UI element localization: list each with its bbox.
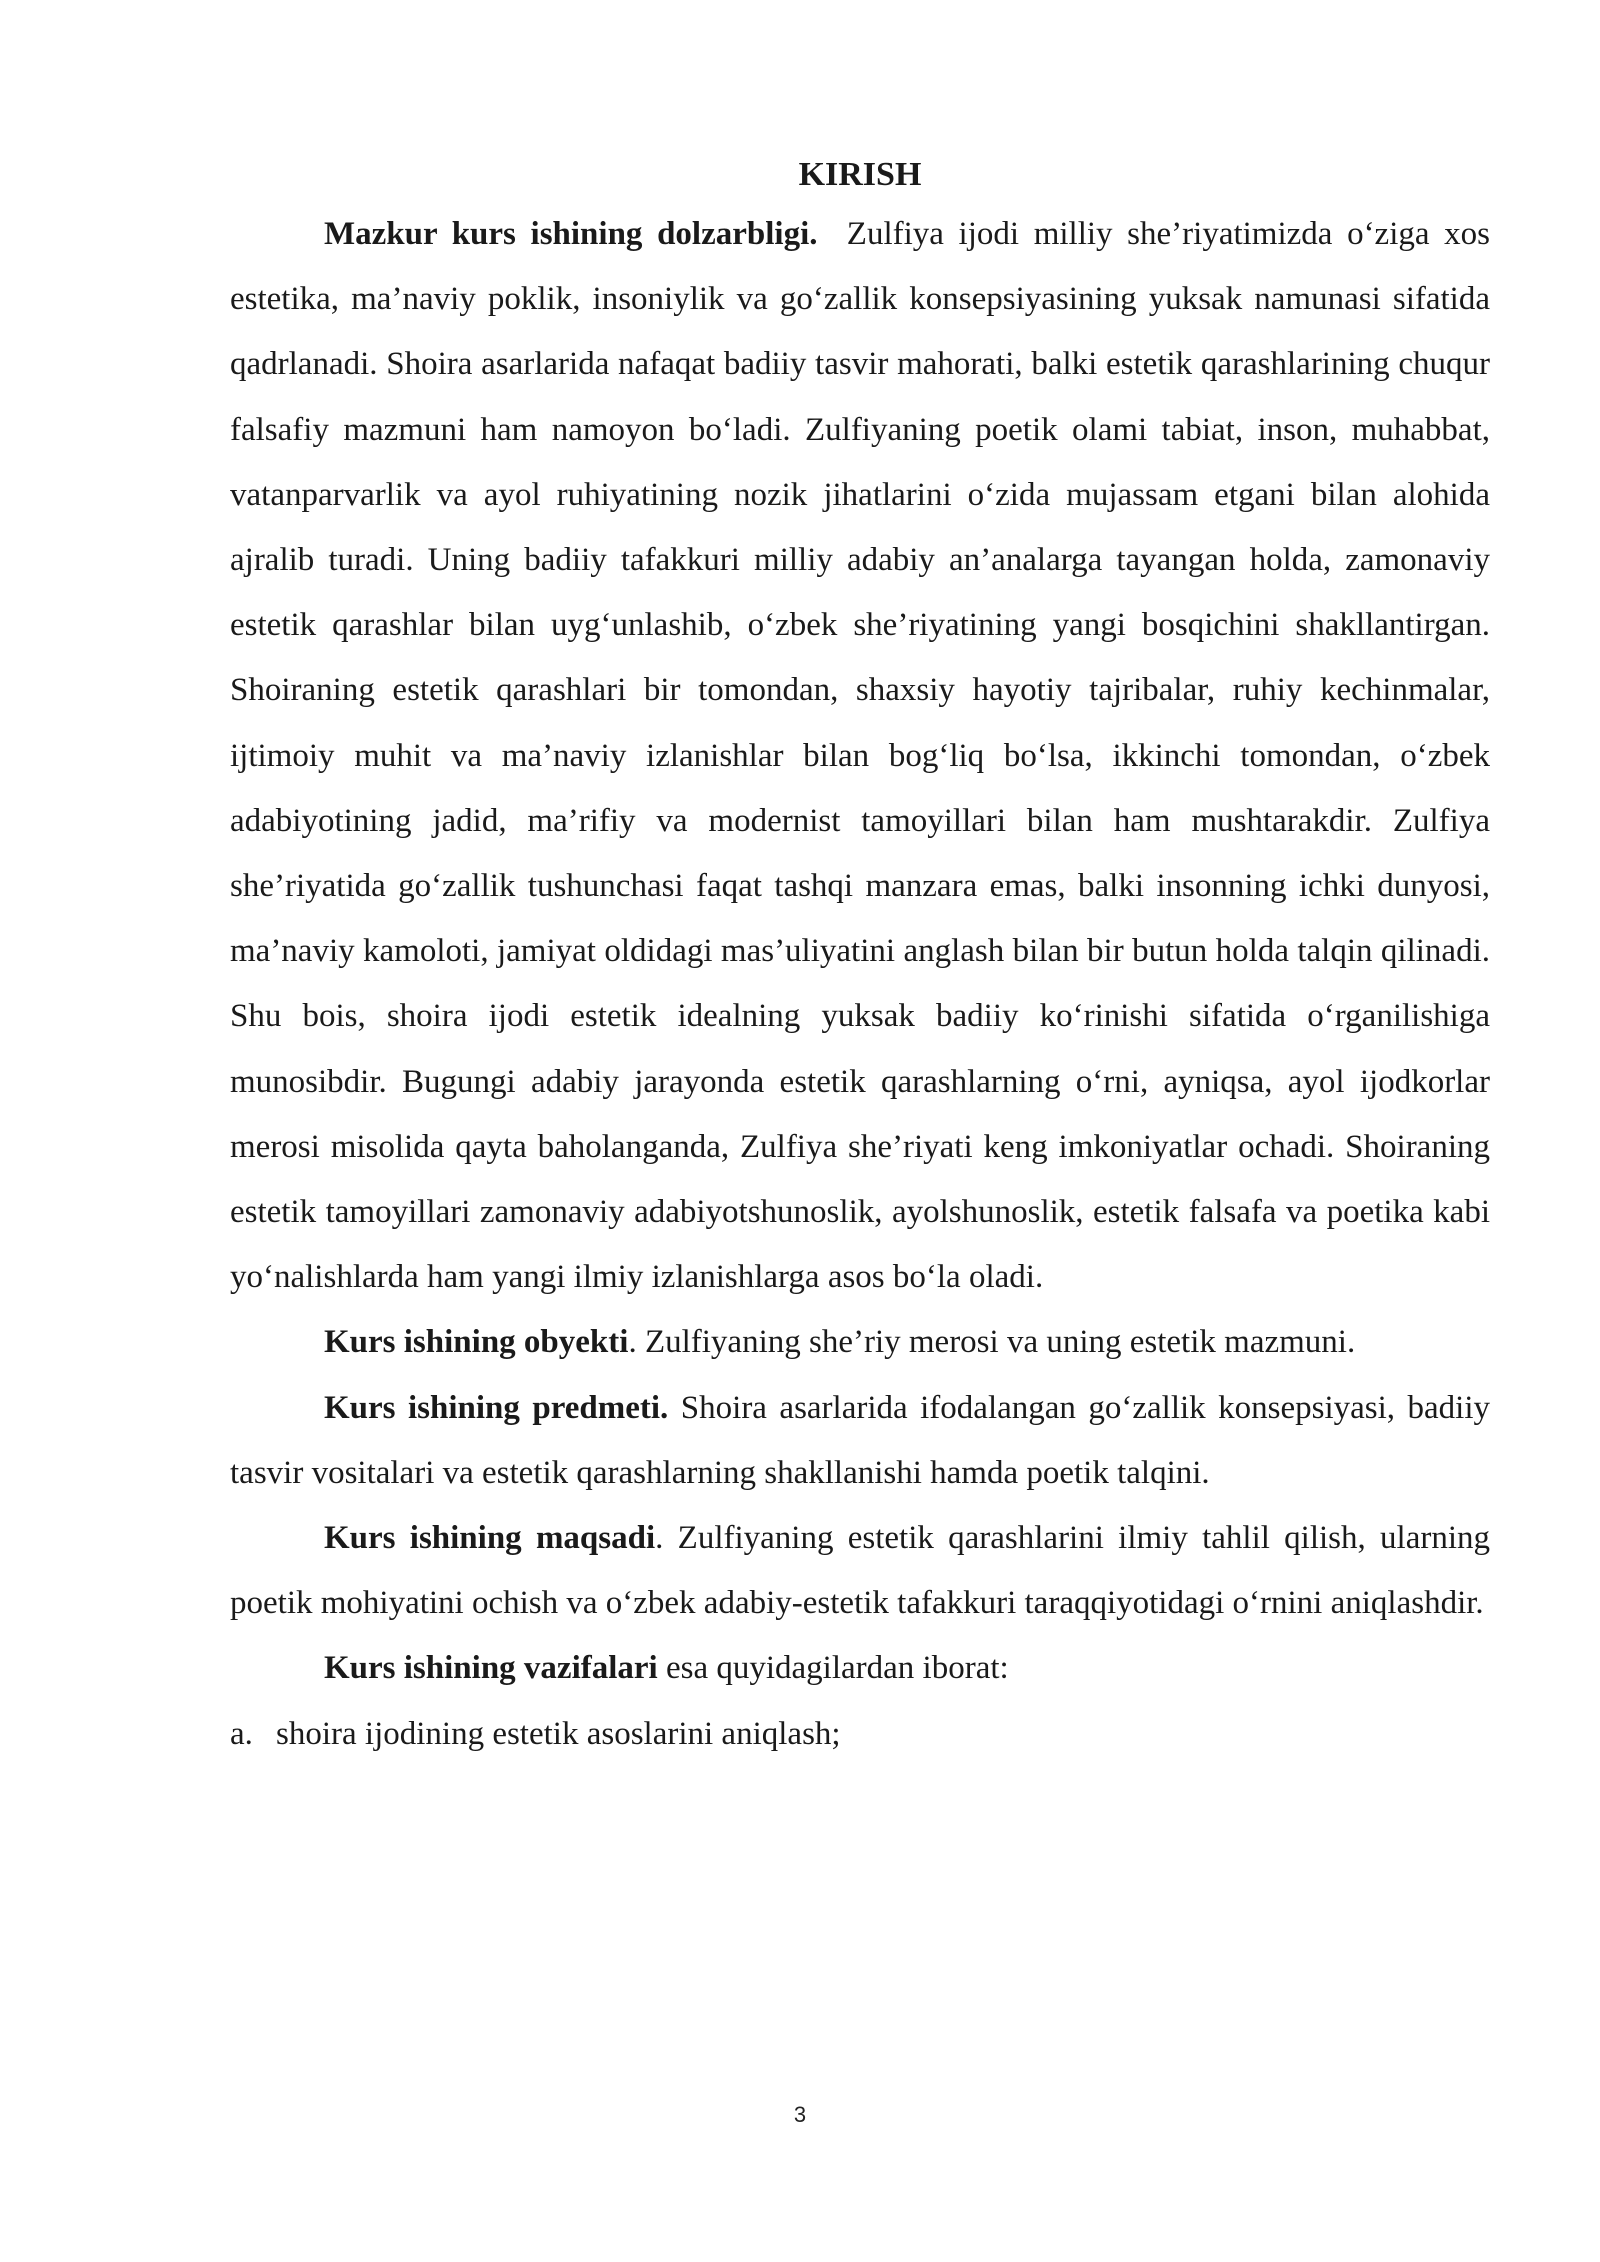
goal-text: . Zulfiyaning estetik qarashlarini ilmiy tahlil qilish, ularning poetik mohiyatini ochish va o‘zbek adabiy-estetik tafakkuri taraqqiyotidagi o‘rnini aniqlashdir. [230, 1520, 1491, 1622]
tasks-paragraph [230, 1636, 1490, 1701]
goal-paragraph [230, 1506, 1490, 1636]
object-paragraph [230, 1310, 1490, 1375]
object-text: . Zulfiyaning she’riy merosi va uning estetik mazmuni. [628, 1324, 1356, 1361]
list-item [230, 1702, 1490, 1767]
subject-label: Kurs ishining predmeti. [324, 1389, 669, 1426]
object-label: Kurs ishining obyekti [324, 1324, 629, 1361]
tasks-label: Kurs ishining vazifalari [324, 1650, 658, 1687]
list-marker: a. [230, 1715, 253, 1752]
subject-paragraph [230, 1376, 1490, 1506]
relevance-label: Mazkur kurs ishining dolzarbligi. [324, 216, 818, 252]
goal-label: Kurs ishining maqsadi [324, 1520, 656, 1557]
list-item-text: shoira ijodining estetik asoslarini aniqlash; [276, 1715, 841, 1752]
page-title: KIRISH [798, 156, 922, 193]
tasks-text: esa quyidagilardan iborat: [657, 1650, 1009, 1687]
relevance-paragraph [230, 202, 1490, 1310]
document-page [230, 150, 1490, 1767]
page-number: 3 [793, 2102, 807, 2127]
relevance-text: Zulfiya ijodi milliy she’riyatimizda o‘ziga xos estetika, ma’naviy poklik, insoniylik va go‘zallik konsepsiyasining yuksak namunasi sifatida qadrlanadi. Shoira asarlarida nafaqat badiiy tasvir mahorati, balki estetik qarashlarining chuqur falsafiy mazmuni ham namoyon bo‘ladi. Zulfiyaning poetik olami tabiat, inson, muhabbat, vatanparvarlik va ayol ruhiyatining nozik jihatlarini o‘zida mujassam etgani bilan alohida ajralib turadi. Uning badiiy tafakkuri milliy adabiy an’analarga tayangan holda, zamonaviy estetik qarashlar bilan uyg‘unlashib, o‘zbek she’riyatining yangi bosqichini shakllantirgan. Shoiraning estetik qarashlari bir tomondan, shaxsiy hayotiy tajribalar, ruhiy kechinmalar, ijtimoiy muhit va ma’naviy izlanishlar bilan bog‘liq bo‘lsa, ikkinchi tomondan, o‘zbek adabiyotining jadid, ma’rifiy va modernist tamoyillari bilan ham mushtarakdir. Zulfiya she’riyatida go‘zallik tushunchasi faqat tashqi manzara emas, balki insonning ichki dunyosi, ma’naviy kamoloti, jamiyat oldidagi mas’uliyatini anglash bilan bir butun holda talqin qilinadi. Shu bois, shoira ijodi estetik idealning yuksak badiiy ko‘rinishi sifatida o‘rganilishiga munosibdir. Bugungi adabiy jarayonda estetik qarashlarning o‘rni, ayniqsa, ayol ijodkorlar merosi misolida qayta baholanganda, Zulfiya she’riyati keng imkoniyatlar ochadi. Shoiraning estetik tamoyillari zamonaviy adabiyotshunoslik, ayolshunoslik, estetik falsafa va poetika kabi yo‘nalishlarda ham yangi ilmiy izlanishlarga asos bo‘la oladi. [230, 216, 1491, 1296]
subject-text: Shoira asarlarida ifodalangan go‘zallik konsepsiyasi, badiiy tasvir vositalari va estetik qarashlarning shakllanishi hamda poetik talqini. [230, 1389, 1491, 1491]
